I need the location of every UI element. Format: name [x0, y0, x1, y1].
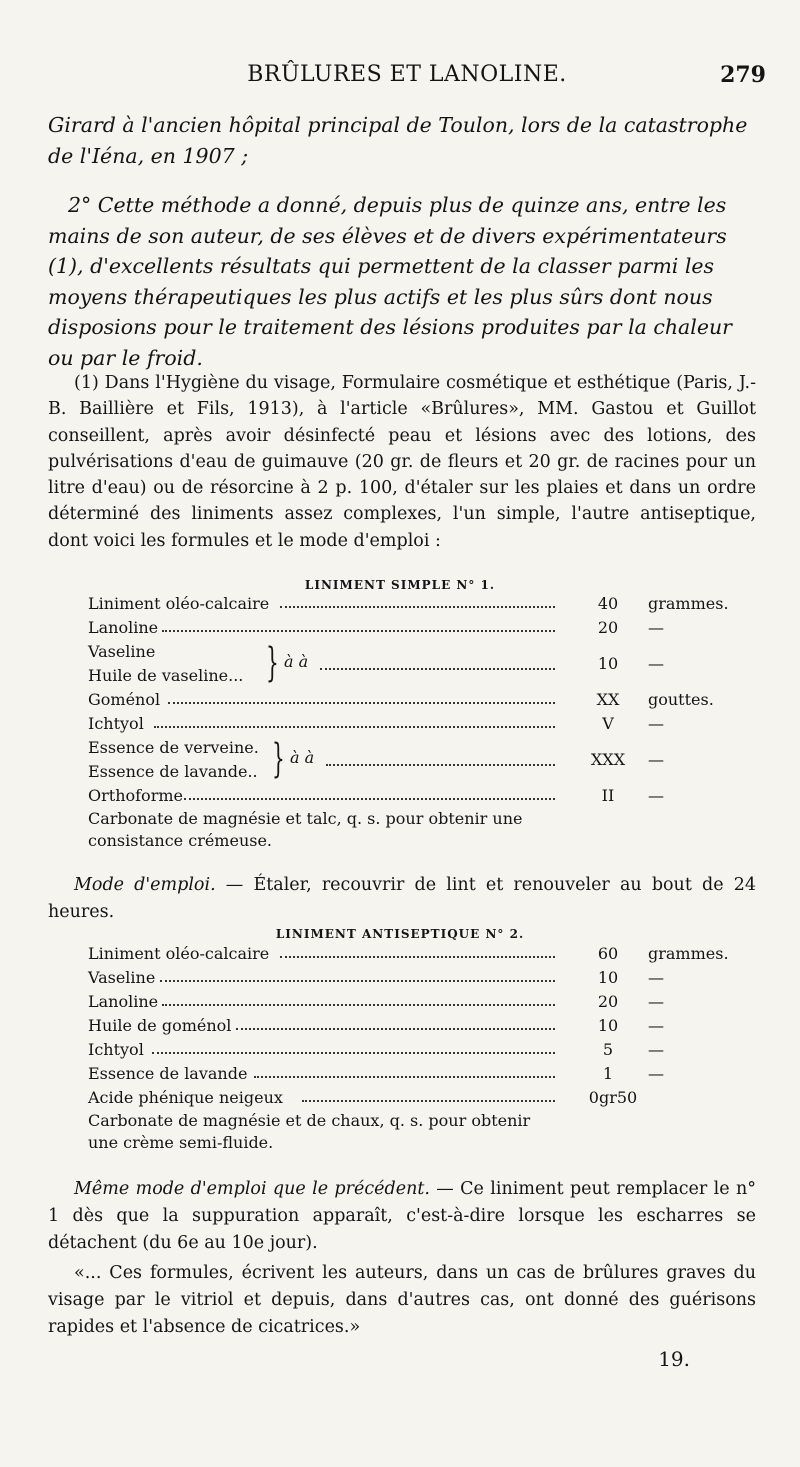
ingredient-name: Goménol — [88, 690, 161, 709]
brace-icon: } — [272, 736, 285, 782]
leader-dots — [326, 764, 555, 766]
mode-emploi-1 — [48, 872, 756, 926]
mode-text: — Étaler, recouvrir de lint et renouveler au bout de 24 heures. — [48, 875, 756, 922]
body-paragraph-2 — [48, 190, 756, 373]
ingredient-name: Acide phénique neigeux — [88, 1088, 283, 1107]
ingredient-qty: 1 — [602, 1064, 614, 1083]
ingredient-unit: — — [648, 618, 664, 637]
recipe-row — [88, 1086, 728, 1110]
mode-lead: Mode d'emploi. — [74, 875, 216, 895]
ingredient-name: Liniment oléo-calcaire — [88, 594, 270, 613]
recipe-row — [88, 592, 728, 616]
ingredient-name: Vaseline — [88, 968, 156, 987]
ingredient-unit: grammes. — [648, 594, 729, 613]
ingredient-unit: grammes. — [648, 944, 729, 963]
ingredient-name: Essence de lavande — [88, 1064, 248, 1083]
recipe-note: Carbonate de magnésie et de chaux, q. s. pour obtenir une crème semi-fluide. — [88, 1111, 531, 1152]
ingredient-unit: — — [648, 654, 664, 673]
ingredient-qty: II — [601, 786, 615, 805]
ana-mark: à à — [284, 652, 309, 671]
leader-dots — [154, 726, 555, 728]
ingredient-qty: 10 — [597, 654, 619, 673]
recipe-row — [88, 942, 728, 966]
ana-mark: à à — [290, 748, 315, 767]
recipe-row — [88, 966, 728, 990]
ingredient-qty: 0gr50 — [588, 1088, 638, 1107]
ingredient-unit: — — [648, 1064, 664, 1083]
recipe-pair — [88, 640, 728, 688]
ingredient-name: Ichtyol — [88, 714, 144, 733]
ingredient-qty: XXX — [590, 750, 626, 769]
recipe-row — [88, 1062, 728, 1086]
ingredient-unit: — — [648, 992, 664, 1011]
ingredient-name: Essence de verveine. — [88, 738, 259, 757]
recipe-row — [88, 784, 728, 808]
footnote — [48, 370, 756, 554]
recipe-1-title: LINIMENT SIMPLE N° 1. — [304, 578, 496, 592]
recipe-2-title: LINIMENT ANTISEPTIQUE N° 2. — [275, 927, 525, 941]
leader-dots — [280, 606, 555, 608]
ingredient-unit: — — [648, 1016, 664, 1035]
leader-dots — [280, 956, 555, 958]
recipe-note: Carbonate de magnésie et talc, q. s. pour obtenir une consistance crémeuse. — [88, 809, 523, 850]
recipe-row — [88, 990, 728, 1014]
ingredient-name: Huile de vaseline... — [88, 666, 244, 685]
ingredient-qty: 10 — [597, 968, 619, 987]
recipe-row — [88, 1014, 728, 1038]
leader-dots — [162, 630, 555, 632]
mode-text: — Ce liniment peut remplacer le n° 1 dès que la suppuration apparaît, c'est-à-dire lorsque les escharres se détachent (du 6e au 10e jour). — [48, 1179, 756, 1253]
ingredient-name: Huile de goménol — [88, 1016, 232, 1035]
ingredient-unit: — — [648, 1040, 664, 1059]
ingredient-name: Ichtyol — [88, 1040, 144, 1059]
ingredient-unit: — — [648, 750, 664, 769]
leader-dots — [160, 980, 555, 982]
recipe-pair — [88, 736, 728, 784]
recipe-row — [88, 712, 728, 736]
paragraph-text: Girard à l'ancien hôpital principal de Toulon, lors de la catastrophe de l'Iéna, en 1907 ; — [48, 113, 748, 168]
leader-dots — [320, 668, 555, 670]
recipe-2 — [88, 942, 728, 1154]
ingredient-qty: 20 — [597, 992, 619, 1011]
ingredient-qty: 5 — [602, 1040, 614, 1059]
mode-lead: Même mode d'emploi que le précédent. — [74, 1179, 430, 1199]
mode-emploi-2 — [48, 1176, 756, 1257]
signature-mark: 19. — [658, 1347, 690, 1371]
ingredient-unit: — — [648, 786, 664, 805]
leader-dots — [162, 1004, 555, 1006]
quote-text: «... Ces formules, écrivent les auteurs, dans un cas de brûlures graves du visage par le vitriol et depuis, dans d'autres cas, ont donné des guérisons rapides et l'absence de cicatrices.» — [48, 1263, 756, 1337]
leader-dots — [152, 1052, 555, 1054]
leader-dots — [168, 702, 555, 704]
running-header — [48, 62, 766, 94]
leader-dots — [254, 1076, 555, 1078]
footnote-text: (1) Dans l'Hygiène du visage, Formulaire cosmétique et esthétique (Paris, J.-B. Baillière et Fils, 1913), à l'article «Brûlures», MM. Gastou et Guillot conseillent, après avoir désinfecté peau et lésions avec des lotions, des pulvérisations d'eau de guimauve (20 gr. de fleurs et 20 gr. de racines pour un litre d'eau) ou de résorcine à 2 p. 100, d'étaler sur les plaies et dans un ordre déterminé des liniments assez complexes, l'un simple, l'autre antiseptique, dont voici les formules et le mode d'emploi : — [48, 373, 756, 551]
leader-dots — [302, 1100, 555, 1102]
ingredient-name: Vaseline — [88, 642, 156, 661]
ingredient-qty: V — [602, 714, 614, 733]
ingredient-unit: — — [648, 714, 664, 733]
ingredient-unit: gouttes. — [648, 690, 714, 709]
recipe-1 — [88, 592, 728, 852]
ingredient-qty: 10 — [597, 1016, 619, 1035]
leader-dots — [184, 798, 555, 800]
leader-dots — [236, 1028, 555, 1030]
ingredient-unit: — — [648, 968, 664, 987]
ingredient-qty: XX — [596, 690, 620, 709]
ingredient-name: Essence de lavande.. — [88, 762, 258, 781]
brace-icon: } — [266, 640, 279, 686]
body-paragraph-1 — [48, 110, 756, 171]
ingredient-name: Orthoforme — [88, 786, 183, 805]
paragraph-text: 2° Cette méthode a donné, depuis plus de quinze ans, entre les mains de son auteur, de ses élèves et de divers expérimentateurs (1), d'excellents résultats qui permettent de la classer parmi les moyens thérapeutiques les plus actifs et les plus sûrs dont nous disposions pour le traitement des lésions produites par la chaleur ou par le froid. — [48, 193, 732, 370]
running-title: BRÛLURES ET LANOLINE. — [247, 62, 567, 87]
recipe-row — [88, 616, 728, 640]
ingredient-name: Lanoline — [88, 992, 159, 1011]
page-number: 279 — [720, 62, 766, 88]
ingredient-name: Liniment oléo-calcaire — [88, 944, 270, 963]
ingredient-name: Lanoline — [88, 618, 159, 637]
closing-quote — [48, 1260, 756, 1341]
ingredient-qty: 20 — [597, 618, 619, 637]
ingredient-qty: 60 — [597, 944, 619, 963]
ingredient-qty: 40 — [597, 594, 619, 613]
recipe-row — [88, 1038, 728, 1062]
recipe-row — [88, 688, 728, 712]
